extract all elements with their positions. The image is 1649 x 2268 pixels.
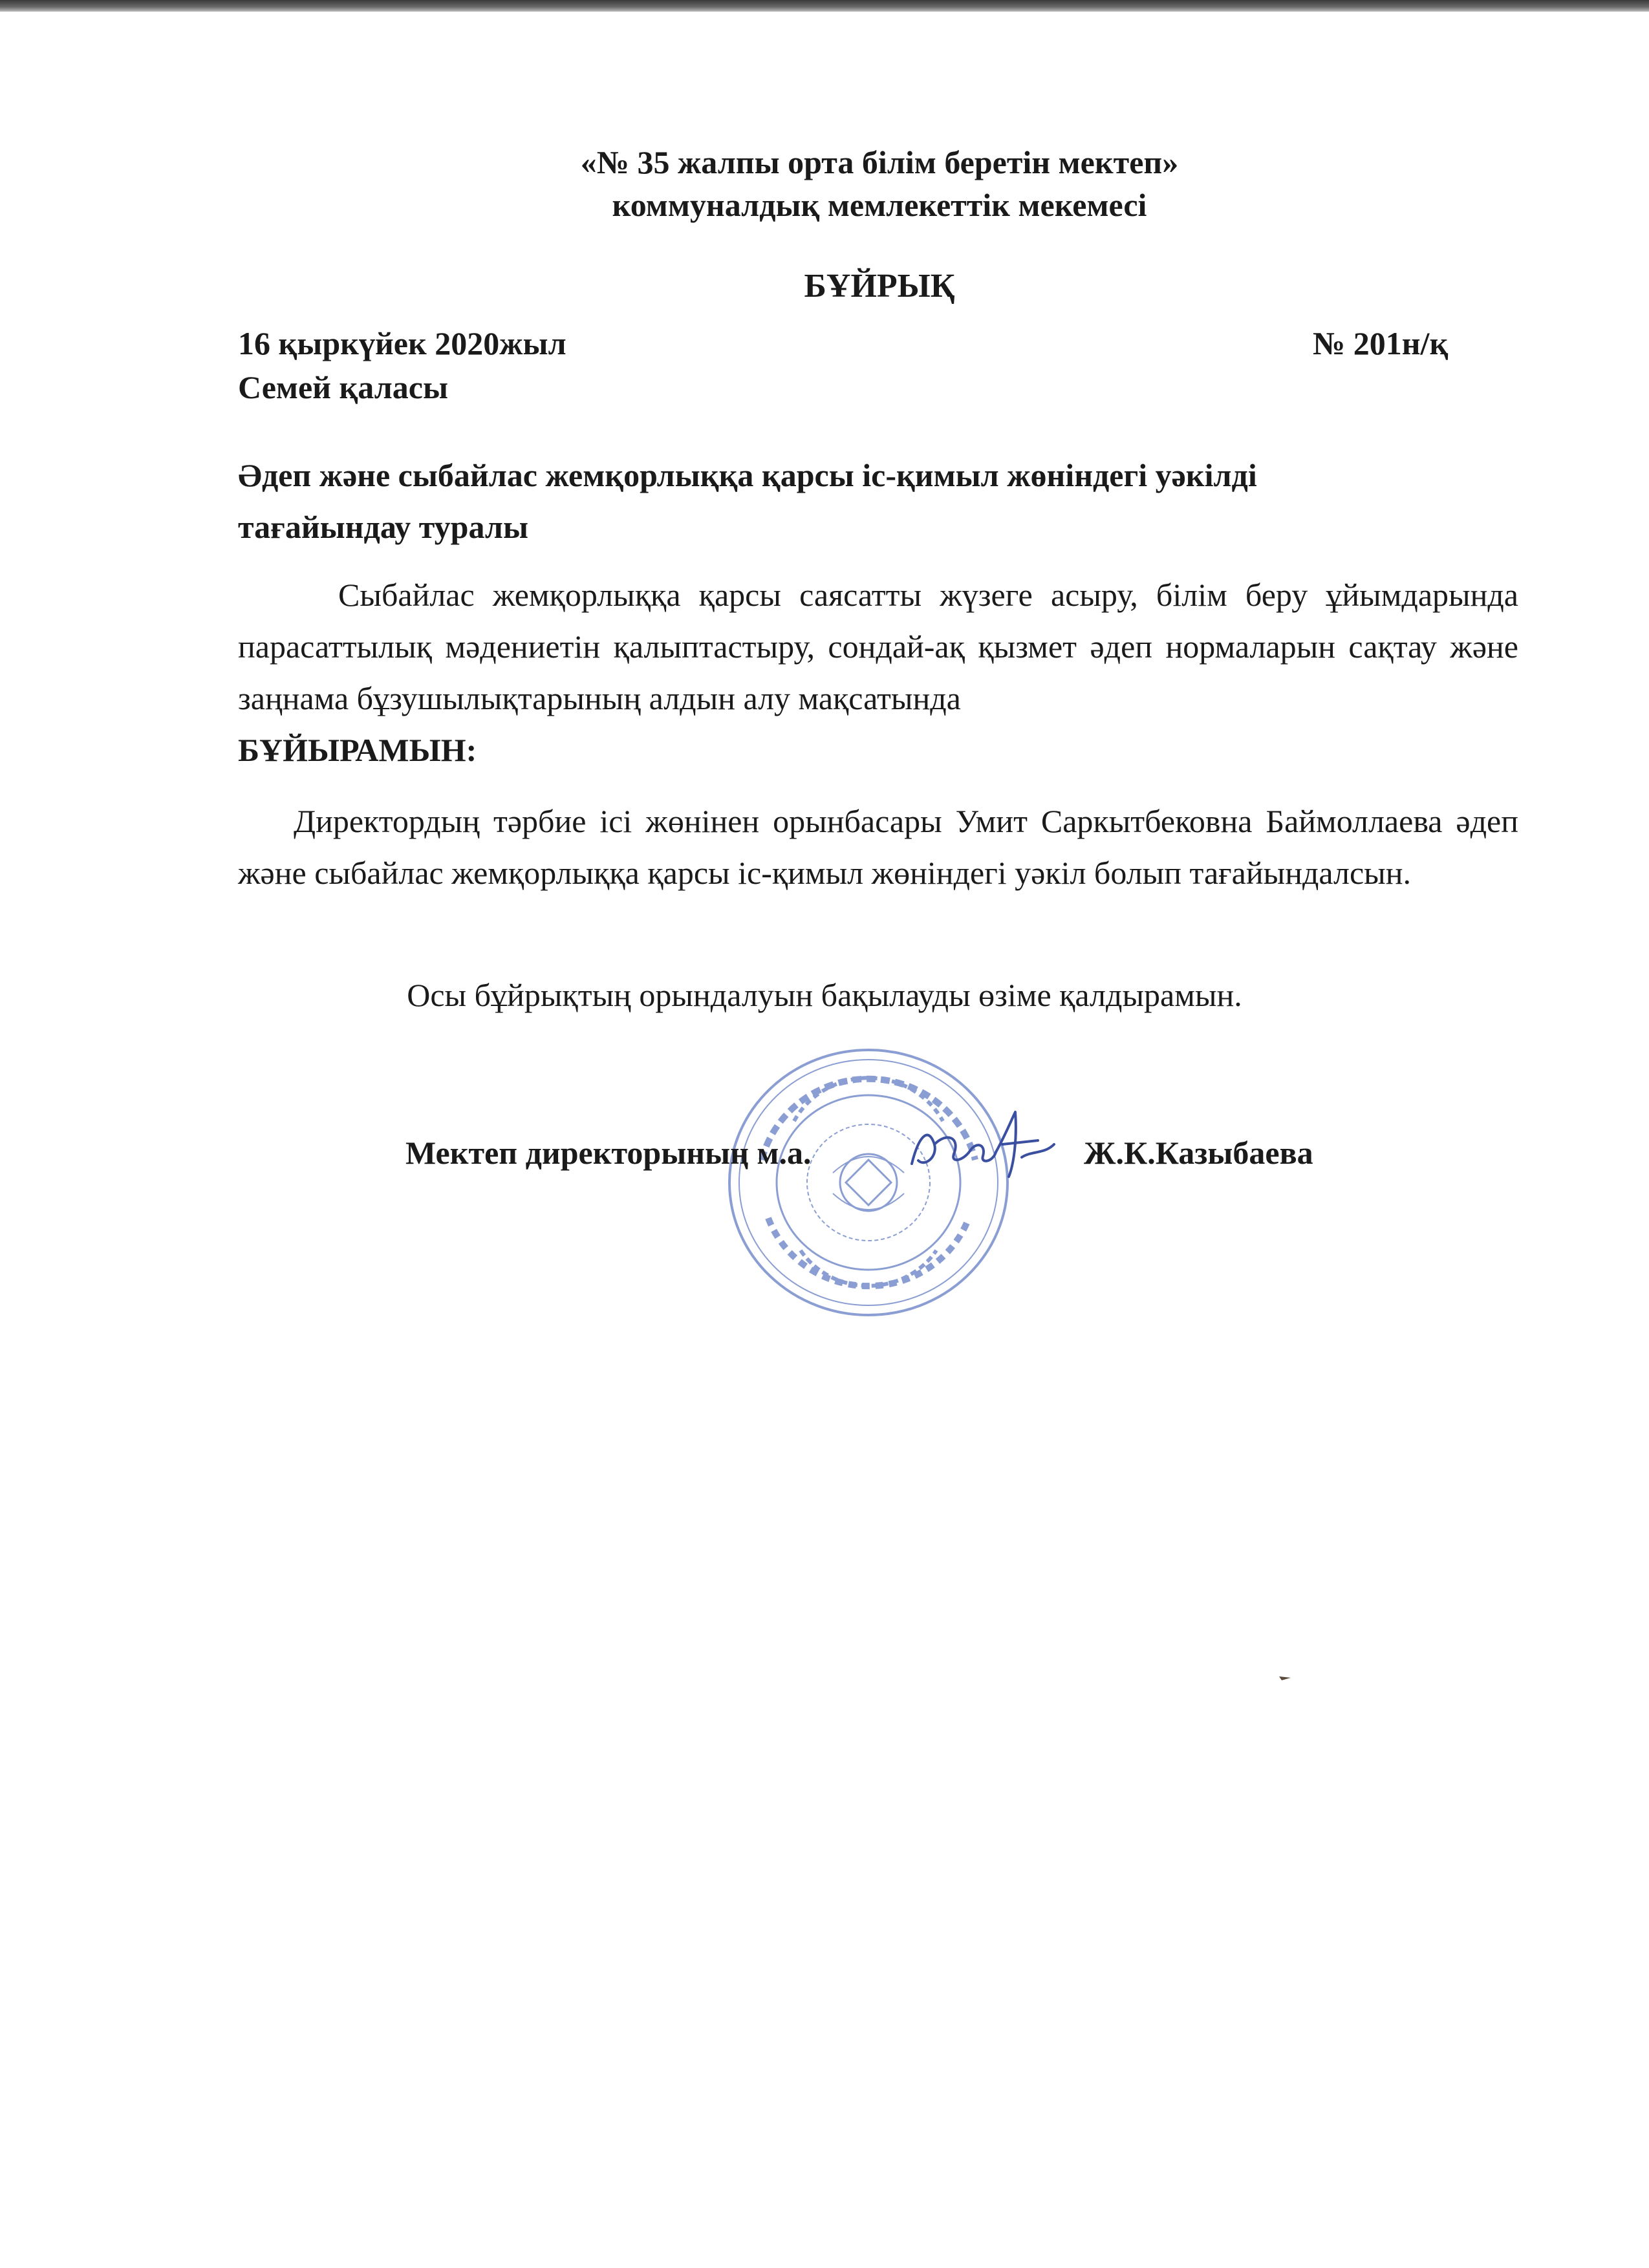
order-subject: Әдеп және сыбайлас жемқорлыққа қарсы іс-қимыл жөніндегі уәкілді тағайындау туралы — [238, 457, 1257, 545]
order-date: 16 қыркүйек 2020жыл — [238, 325, 566, 361]
decree-word: БҰЙЫРАМЫН: — [238, 732, 477, 768]
control-paragraph: Осы бұйрықтың орындалуын бақылауды өзіме қалдырамын. — [407, 977, 1242, 1013]
document-title: БҰЙРЫҚ — [804, 268, 955, 305]
organization-type: коммуналдық мемлекеттік мекемесі — [612, 187, 1147, 223]
order-number: № 201н/қ — [1313, 325, 1449, 361]
signatory-name: Ж.К.Казыбаева — [1084, 1135, 1313, 1171]
preamble-text: Сыбайлас жемқорлыққа қарсы саясатты жүзеге асыру, білім беру ұйымдарында парасаттылық мәдениетін қалыптастыру, сондай-ақ қызмет әдеп нормаларын сақтау және заңнама бұзушылықтарының алдын алу мақсатында — [238, 577, 1518, 716]
order-city: Семей қаласы — [238, 369, 448, 405]
organization-name: «№ 35 жалпы орта білім беретін мектеп» — [580, 144, 1179, 180]
appointment-paragraph: Директордың тәрбие ісі жөнінен орынбасары Умит Саркытбековна Баймоллаева әдеп және сыбайлас жемқорлыққа қарсы іс-қимыл жөніндегі уәкіл болып тағайындалсын. — [238, 803, 1518, 891]
scan-speck — [1279, 1674, 1291, 1681]
signatory-role: Мектеп директорының м.а. — [405, 1135, 812, 1171]
handwritten-signature — [899, 1099, 1061, 1190]
preamble-paragraph — [238, 569, 1518, 776]
